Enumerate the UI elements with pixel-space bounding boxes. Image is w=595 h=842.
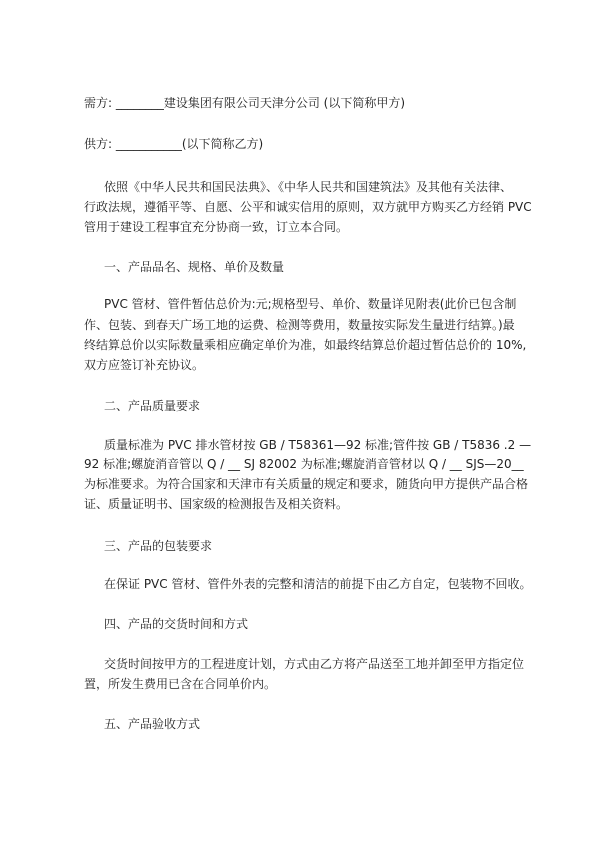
section-1-line-3: 终结算总价以实际数量乘相应确定单价为准，如最终结算总价超过暂估总价的 10%, xyxy=(84,338,527,352)
section-2-line-4: 证、质量证明书、国家级的检测报告及相关资料。 xyxy=(84,497,349,511)
section-4-line-1: 交货时间按甲方的工程进度计划，方式由乙方将产品送至工地并卸至甲方指定位 xyxy=(104,657,525,671)
section-2-line-1: 质量标准为 PVC 排水管材按 GB / T58361—92 标准;管件按 GB / T5836 .2 — xyxy=(104,438,532,452)
section-3-line-1: 在保证 PVC 管材、管件外表的完整和清洁的前提下由乙方自定，包装物不回收。 xyxy=(104,577,532,591)
section-1-line-2: 作、包装、到春天广场工地的运费、检测等费用，数量按实际发生量进行结算。)最 xyxy=(84,318,515,332)
intro-line-3: 管用于建设工程事宜充分协商一致，订立本合同。 xyxy=(84,220,349,234)
buyer-line: 需方: ________建设集团有限公司天津分公司 (以下简称甲方) xyxy=(84,96,406,110)
section-5-heading: 五、产品验收方式 xyxy=(104,717,201,731)
section-2-line-3: 为标准要求。为符合国家和天津市有关质量的规定和要求，随货向甲方提供产品合格 xyxy=(84,477,529,491)
section-2-heading: 二、产品质量要求 xyxy=(104,399,201,413)
seller-line: 供方: ___________(以下简称乙方) xyxy=(84,137,264,151)
intro-line-1: 依照《中华人民共和国民法典》、《中华人民共和国建筑法》及其他有关法律、 xyxy=(104,180,513,194)
section-4-line-2: 置，所发生费用已含在合同单价内。 xyxy=(84,677,277,691)
section-1-line-1: PVC 管材、管件暂估总价为:元;规格型号、单价、数量详见附表(此价已包含制 xyxy=(104,297,517,311)
section-3-heading: 三、产品的包装要求 xyxy=(104,539,213,553)
section-1-heading: 一、产品品名、规格、单价及数量 xyxy=(104,260,285,274)
section-2-line-2: 92 标准;螺旋消音管以 Q / __ SJ 82002 为标准;螺旋消音管材以 Q / __ SJS—20__ xyxy=(84,457,524,471)
section-4-heading: 四、产品的交货时间和方式 xyxy=(104,617,249,631)
section-1-line-4: 双方应签订补充协议。 xyxy=(84,358,205,372)
intro-line-2: 行政法规，遵循平等、自愿、公平和诚实信用的原则，双方就甲方购买乙方经销 PVC xyxy=(84,200,532,214)
